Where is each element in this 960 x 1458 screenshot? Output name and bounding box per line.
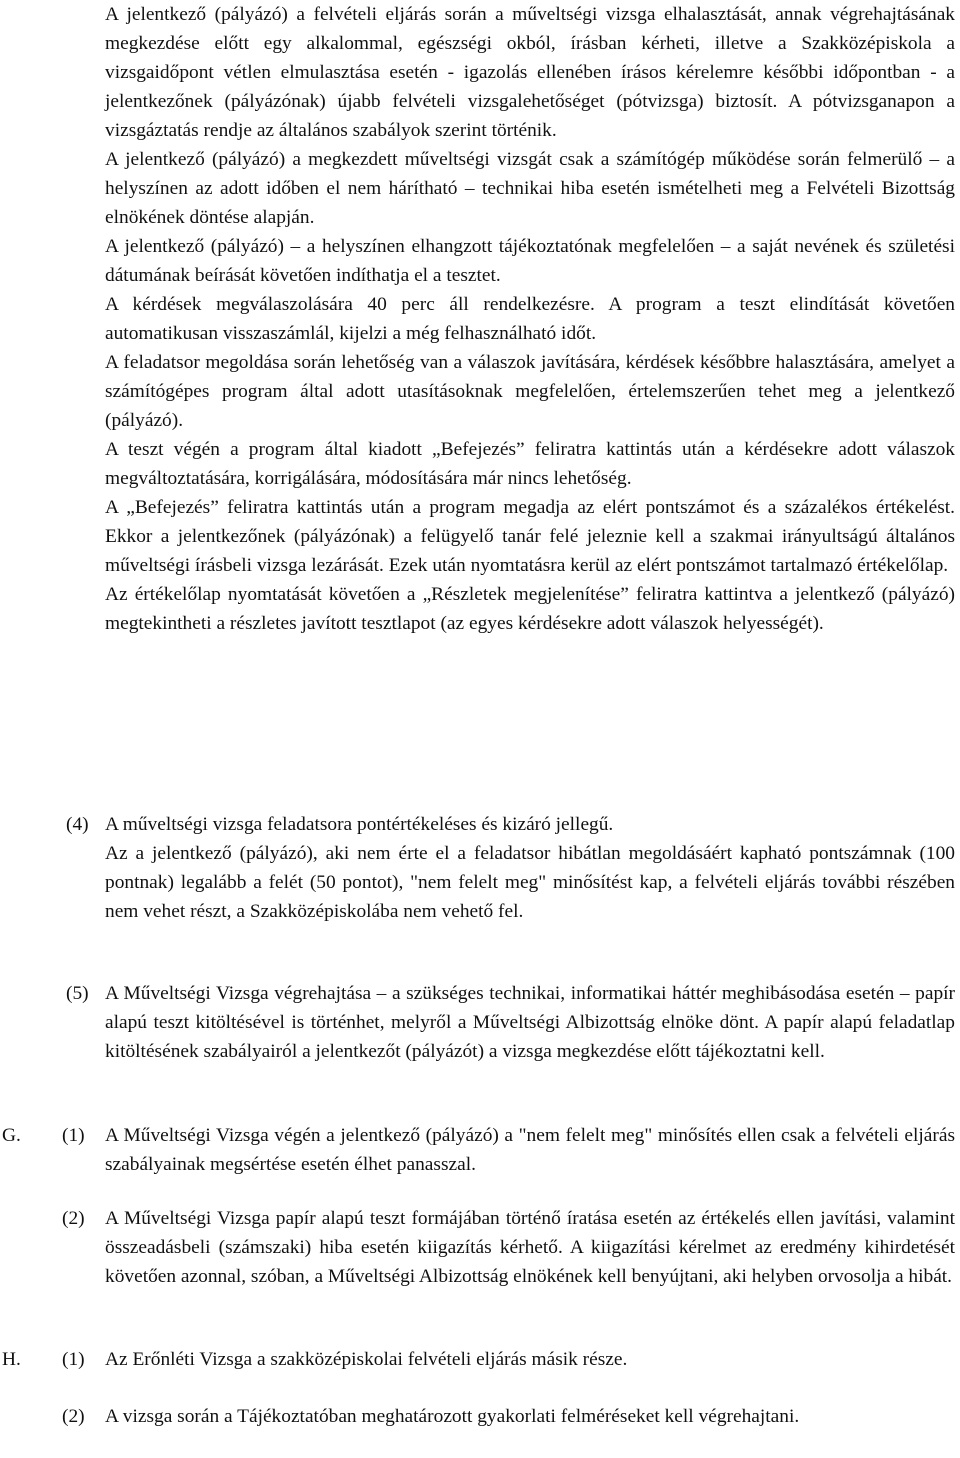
paragraph: A „Befejezés” feliratra kattintás után a program megadja az elért pontszámot és a százalékos értékelést. Ekkor a jelentkezőnek (pályázónak) a felügyelő tanár felé jeleznie kell a szakmai irányultságú általános műveltségi írásbeli vizsga lezárását. Ezek után nyomtatásra kerül az elért pontszámot tartalmazó értékelőlap. — [105, 497, 955, 576]
paragraph: A Műveltségi Vizsga végén a jelentkező (pályázó) a "nem felelt meg" minősítés ellen csak a felvételi eljárás szabályainak megsértése esetén élhet panasszal. — [105, 1125, 955, 1175]
section-letter-g: G. — [2, 1125, 21, 1146]
paragraph: A Műveltségi Vizsga papír alapú teszt formájában történő íratása esetén az értékelés ellen javítási, valamint összeadásbeli (számszaki) hiba esetén kiigazítás kérhető. A kiigazítási kérelmet az eredmény kihirdetését követően azonnal, szóban, a Műveltségi Albizottság elnökének kell benyújtani, aki helyben orvosolja a hibát. — [105, 1208, 955, 1287]
paragraph: A teszt végén a program által kiadott „Befejezés” feliratra kattintás után a kérdésekre adott válaszok megváltoztatására, korrigálására, módosítására már nincs lehetőség. — [105, 439, 955, 489]
paragraph: A jelentkező (pályázó) – a helyszínen elhangzott tájékoztatónak megfelelően – a saját nevének és születési dátumának beírását követően indíthatja el a tesztet. — [105, 236, 955, 286]
paragraph: A feladatsor megoldása során lehetőség van a válaszok javítására, kérdések későbbre halasztására, amelyet a számítógépes program által adott utasításoknak megfelelően, értelemszerűen tehet meg a jelentkező (pályázó). — [105, 352, 955, 431]
paragraph: A vizsga során a Tájékoztatóban meghatározott gyakorlati felméréseket kell végrehajtani. — [105, 1406, 800, 1427]
section-letter-h: H. — [2, 1349, 21, 1370]
paragraph: A Műveltségi Vizsga végrehajtása – a szükséges technikai, informatikai háttér meghibásodása esetén – papír alapú teszt kitöltésével is történhet, melyről a Műveltségi Albizottság elnöke dönt. A papír alapú feladatlap kitöltésének szabályairól a jelentkezőt (pályázót) a vizsga megkezdése előtt tájékoztatni kell. — [105, 983, 955, 1062]
paragraph: A kérdések megválaszolására 40 perc áll rendelkezésre. A program a teszt elindítását követően automatikusan visszaszámlál, kijelzi a még felhasználható időt. — [105, 294, 955, 344]
paragraph: Az értékelőlap nyomtatását követően a „Részletek megjelenítése” feliratra kattintva a jelentkező (pályázó) megtekintheti a részletes javított tesztlapot (az egyes kérdésekre adott válaszok helyességét). — [105, 584, 955, 634]
item-number: (2) — [62, 1208, 85, 1229]
intro-text — [105, 0, 955, 638]
paragraph: Az a jelentkező (pályázó), aki nem érte el a feladatsor hibátlan megoldásáért kapható pontszámnak (100 pontnak) legalább a felét (50 pontot), "nem felelt meg" minősítést kap, a felvételi eljárás további részében nem vehet részt, a Szakközépiskolába nem vehető fel. — [105, 843, 955, 922]
paragraph: A műveltségi vizsga feladatsora pontértékeléses és kizáró jellegű. — [105, 814, 614, 835]
paragraph: A jelentkező (pályázó) a megkezdett műveltségi vizsgát csak a számítógép működése során felmerülő – a helyszínen az adott időben el nem hárítható – technikai hiba esetén ismételheti meg a Felvételi Bizottság elnökének döntése alapján. — [105, 149, 955, 228]
item-number: (4) — [66, 814, 89, 835]
paragraph: A jelentkező (pályázó) a felvételi eljárás során a műveltségi vizsga elhalasztását, annak végrehajtásának megkezdése előtt egy alkalommal, egészségi okból, írásban kérheti, illetve a Szakközépiskola a vizsgaidőpont vétlen elmulasztása esetén - igazolás ellenében írásos kérelemre későbbi időpontban - a jelentkezőnek (pályázónak) újabb felvételi vizsgalehetőséget (pótvizsga) biztosít. A pótvizsganapon a vizsgáztatás rendje az általános szabályok szerint történik. — [105, 4, 955, 141]
item-number: (5) — [66, 983, 89, 1004]
item-number: (1) — [62, 1349, 85, 1370]
item-number: (1) — [62, 1125, 85, 1146]
item-number: (2) — [62, 1406, 85, 1427]
paragraph: Az Erőnléti Vizsga a szakközépiskolai felvételi eljárás másik része. — [105, 1349, 628, 1370]
